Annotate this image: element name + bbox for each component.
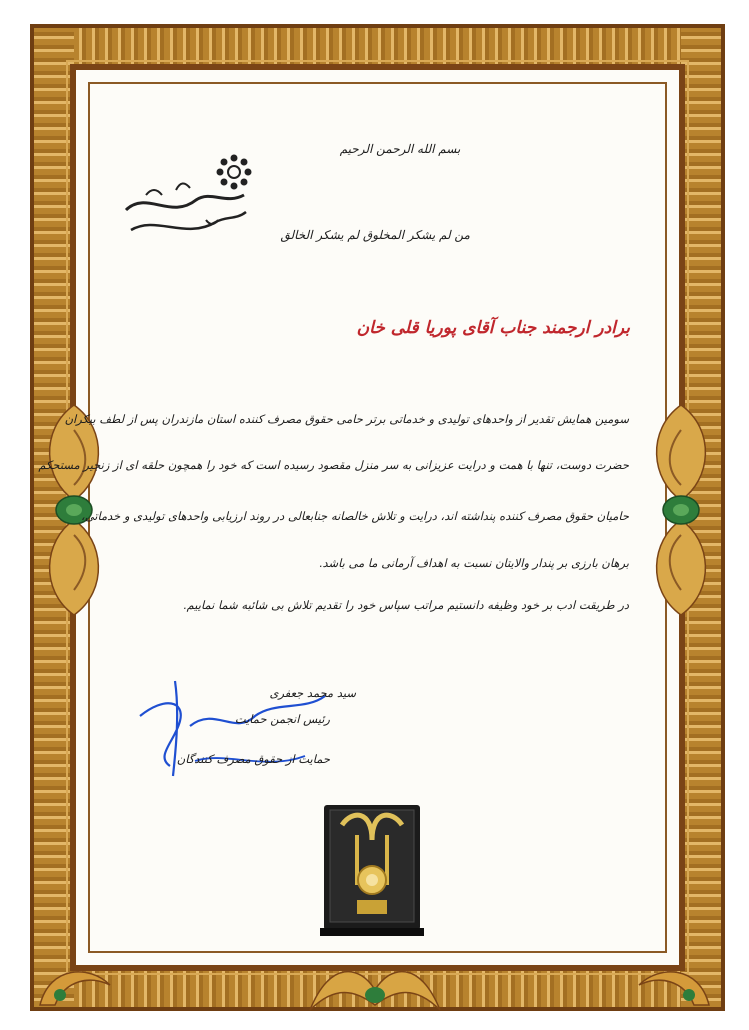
bismillah-heading: بسم الله الرحمن الرحیم xyxy=(339,142,461,156)
gratitude-quote: من لم یشکر المخلوق لم یشکر الخالق xyxy=(280,228,470,242)
side-ornament-right xyxy=(641,400,721,620)
corner-ornament-bottom-left xyxy=(30,955,120,1015)
bottom-center-ornament xyxy=(300,950,450,1020)
trophy-plaque-icon xyxy=(312,800,432,940)
body-line: حضرت دوست، تنها با همت و درایت عزیزانی به سر منزل مقصود رسیده است که خود را همچون حلقه ای از زنجیر مستحکم xyxy=(38,458,629,472)
corner-ornament-bottom-right xyxy=(629,955,719,1015)
signer-name: سید محمد جعفری xyxy=(269,686,356,700)
signer-role: رئیس انجمن حمایت xyxy=(234,712,330,726)
body-line: سومین همایش تقدیر از واحدهای تولیدی و خدماتی برتر حامی حقوق مصرف کننده استان مازندران پس از لطف بیکران xyxy=(64,412,629,426)
body-line: برهان بارزی بر پندار والایتان نسبت به اهداف آرمانی ما می باشد. xyxy=(318,556,629,570)
recipient-name: برادر ارجمند جناب آقای پوریا قلی خان xyxy=(356,318,630,338)
signer-organization: حمایت از حقوق مصرف کنندگان xyxy=(176,752,330,766)
body-line: حامیان حقوق مصرف کننده پنداشته اند، درایت و تلاش خالصانه جنابعالی در روند ارزیابی واحدهای تولیدی و خدماتی، xyxy=(80,509,629,523)
body-line: در طریقت ادب بر خود وظیفه دانستیم مراتب سپاس خود را تقدیم تلاش بی شائبه شما نماییم. xyxy=(182,598,629,612)
consumer-rights-logo-icon xyxy=(116,150,256,250)
